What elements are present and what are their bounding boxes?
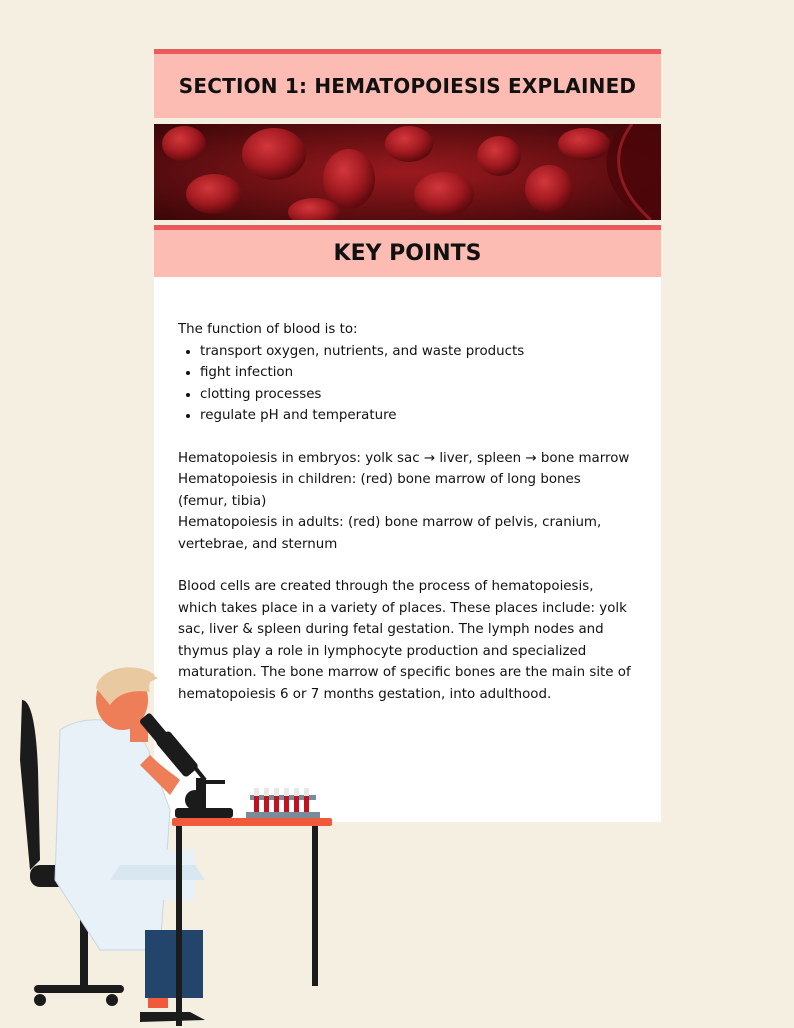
section-title: SECTION 1: HEMATOPOIESIS EXPLAINED [178,74,637,98]
section-title-banner [154,49,661,118]
location-adults: Hematopoiesis in adults: (red) bone marrow of pelvis, cranium, vertebrae, and sternum [178,515,602,552]
intro-text: The function of blood is to: [178,322,358,337]
key-points-title: KEY POINTS [333,241,482,266]
functions-list [178,341,631,427]
scientist-microscope-illustration [0,660,340,1028]
location-children: Hematopoiesis in children: (red) bone marrow of long bones (femur, tibia) [178,472,581,509]
red-blood-cells-image [154,124,661,220]
scientist-icon [55,667,205,1022]
list-item: • regulate pH and temperature [200,405,631,427]
list-item: • transport oxygen, nutrients, and waste products [200,341,631,363]
list-item: • fight infection [200,362,631,384]
list-item: • clotting processes [200,384,631,406]
location-embryos: Hematopoiesis in embryos: yolk sac → liver, spleen → bone marrow [178,450,630,466]
summary-paragraph: Blood cells are created through the process of hematopoiesis, which takes place in a variety of places. These places include: yolk sac, liver & spleen during fetal gestation. The lymph nodes and thymus play a role in lymphocyte production and specialized maturation. The bone marrow of specific bones are the main site of hematopoiesis 6 or 7 months gestation, into adulthood. [178,579,631,702]
test-tube-rack-icon [246,788,320,818]
key-points-banner [154,225,661,277]
